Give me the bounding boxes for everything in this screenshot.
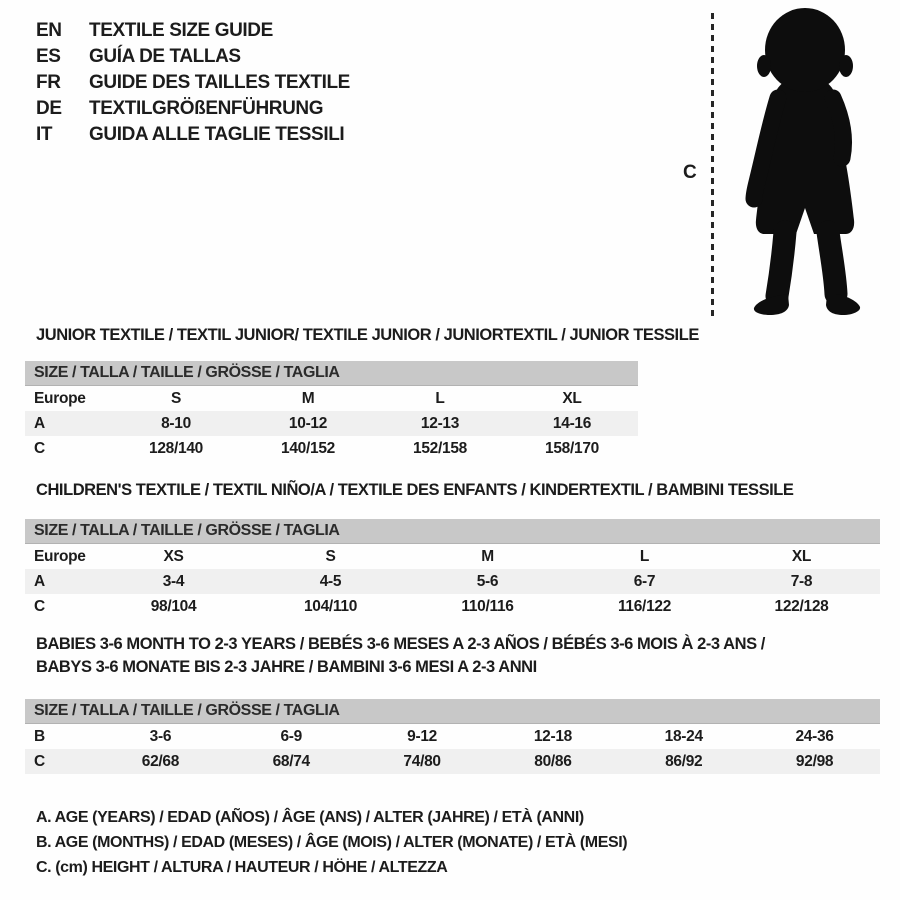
table-cell: 18-24 bbox=[664, 727, 703, 745]
table-cell: L bbox=[639, 547, 650, 565]
footnote-line: B. AGE (MONTHS) / EDAD (MESES) / ÂGE (MOIS) / ALTER (MONATE) / ETÀ (MESI) bbox=[36, 834, 628, 851]
row-label: A bbox=[34, 414, 45, 432]
table-cell: 7-8 bbox=[790, 572, 813, 590]
table-cell: XS bbox=[163, 547, 184, 565]
language-code: DE bbox=[36, 98, 62, 119]
language-label: TEXTILE SIZE GUIDE bbox=[89, 20, 273, 41]
language-row bbox=[36, 18, 350, 44]
language-label: TEXTILGRÖßENFÜHRUNG bbox=[89, 98, 324, 119]
table-size-header: SIZE / TALLA / TAILLE / GRÖSSE / TAGLIA bbox=[25, 519, 880, 544]
table-cell: 12-18 bbox=[533, 727, 572, 745]
language-row bbox=[36, 70, 350, 96]
table-cell: 8-10 bbox=[161, 414, 191, 432]
junior-size-table bbox=[25, 361, 638, 461]
row-label: A bbox=[34, 572, 45, 590]
table-cell: 68/74 bbox=[272, 752, 310, 770]
table-cell: 110/116 bbox=[461, 597, 514, 615]
table-cell: 9-12 bbox=[407, 727, 437, 745]
table-cell: 152/158 bbox=[413, 439, 467, 457]
junior-section-title: JUNIOR TEXTILE / TEXTIL JUNIOR/ TEXTILE JUNIOR / JUNIORTEXTIL / JUNIOR TESSILE bbox=[36, 326, 699, 344]
row-label: C bbox=[34, 752, 45, 770]
table-cell: 158/170 bbox=[545, 439, 599, 457]
babies-title-line1: BABIES 3-6 MONTH TO 2-3 YEARS / BEBÉS 3-6 MESES A 2-3 AÑOS / BÉBÉS 3-6 MOIS À 2-3 ANS / bbox=[36, 635, 765, 653]
table-cell: 4-5 bbox=[319, 572, 342, 590]
table-cell: 98/104 bbox=[150, 597, 197, 615]
language-label: GUÍA DE TALLAS bbox=[89, 46, 241, 67]
table-row bbox=[25, 544, 880, 569]
row-label: B bbox=[34, 727, 45, 745]
measure-footnotes bbox=[36, 805, 627, 880]
table-cell: 80/86 bbox=[534, 752, 572, 770]
language-row bbox=[36, 122, 350, 148]
table-cell: 116/122 bbox=[617, 597, 672, 615]
babies-section-title bbox=[36, 633, 765, 679]
table-row bbox=[25, 436, 638, 461]
table-cell: M bbox=[301, 389, 315, 407]
table-size-header: SIZE / TALLA / TAILLE / GRÖSSE / TAGLIA bbox=[25, 699, 880, 724]
language-list bbox=[36, 18, 350, 148]
row-label: Europe bbox=[34, 389, 86, 407]
babies-size-table bbox=[25, 699, 880, 774]
table-cell: 92/98 bbox=[795, 752, 834, 770]
babies-title-line2: BABYS 3-6 MONATE BIS 2-3 JAHRE / BAMBINI 3-6 MESI A 2-3 ANNI bbox=[36, 658, 537, 676]
footnote-line: A. AGE (YEARS) / EDAD (AÑOS) / ÂGE (ANS) / ALTER (JAHRE) / ETÀ (ANNI) bbox=[36, 809, 584, 826]
table-row bbox=[25, 569, 880, 594]
table-cell: S bbox=[170, 389, 182, 407]
footnote-line: C. (cm) HEIGHT / ALTURA / HAUTEUR / HÖHE / ALTEZZA bbox=[36, 859, 448, 876]
table-cell: XL bbox=[562, 389, 582, 407]
table-cell: 140/152 bbox=[281, 439, 335, 457]
children-size-table bbox=[25, 519, 880, 619]
table-row bbox=[25, 749, 880, 774]
table-cell: XL bbox=[791, 547, 812, 565]
row-label: C bbox=[34, 439, 45, 457]
table-cell: 14-16 bbox=[552, 414, 592, 432]
table-cell: 128/140 bbox=[149, 439, 203, 457]
row-label: Europe bbox=[34, 547, 86, 565]
table-cell: 12-13 bbox=[420, 414, 460, 432]
row-label: C bbox=[34, 597, 45, 615]
table-cell: 6-7 bbox=[633, 572, 656, 590]
table-cell: M bbox=[481, 547, 494, 565]
language-label: GUIDE DES TAILLES TEXTILE bbox=[89, 72, 350, 93]
table-row bbox=[25, 724, 880, 749]
table-size-header: SIZE / TALLA / TAILLE / GRÖSSE / TAGLIA bbox=[25, 361, 638, 386]
table-cell: 10-12 bbox=[288, 414, 328, 432]
language-code: EN bbox=[36, 20, 62, 41]
height-measure-label: C bbox=[683, 162, 697, 183]
table-cell: 3-6 bbox=[149, 727, 172, 745]
language-code: ES bbox=[36, 46, 61, 67]
children-section-title: CHILDREN'S TEXTILE / TEXTIL NIÑO/A / TEXTILE DES ENFANTS / KINDERTEXTIL / BAMBINI TESSILE bbox=[36, 481, 794, 499]
table-cell: L bbox=[435, 389, 445, 407]
table-cell: S bbox=[325, 547, 336, 565]
height-dotted-line bbox=[711, 13, 714, 318]
table-cell: 74/80 bbox=[403, 752, 441, 770]
table-cell: 62/68 bbox=[141, 752, 180, 770]
table-cell: 3-4 bbox=[162, 572, 185, 590]
language-row bbox=[36, 44, 350, 70]
table-cell: 5-6 bbox=[476, 572, 499, 590]
table-cell: 24-36 bbox=[795, 727, 834, 745]
table-cell: 86/92 bbox=[665, 752, 703, 770]
language-row bbox=[36, 96, 350, 122]
table-row bbox=[25, 386, 638, 411]
table-row bbox=[25, 411, 638, 436]
toddler-silhouette-icon bbox=[730, 6, 880, 323]
table-cell: 6-9 bbox=[280, 727, 302, 745]
table-cell: 122/128 bbox=[774, 597, 829, 615]
language-label: GUIDA ALLE TAGLIE TESSILI bbox=[89, 124, 345, 145]
table-cell: 104/110 bbox=[303, 597, 358, 615]
table-row bbox=[25, 594, 880, 619]
language-code: FR bbox=[36, 72, 61, 93]
language-code: IT bbox=[36, 124, 53, 145]
